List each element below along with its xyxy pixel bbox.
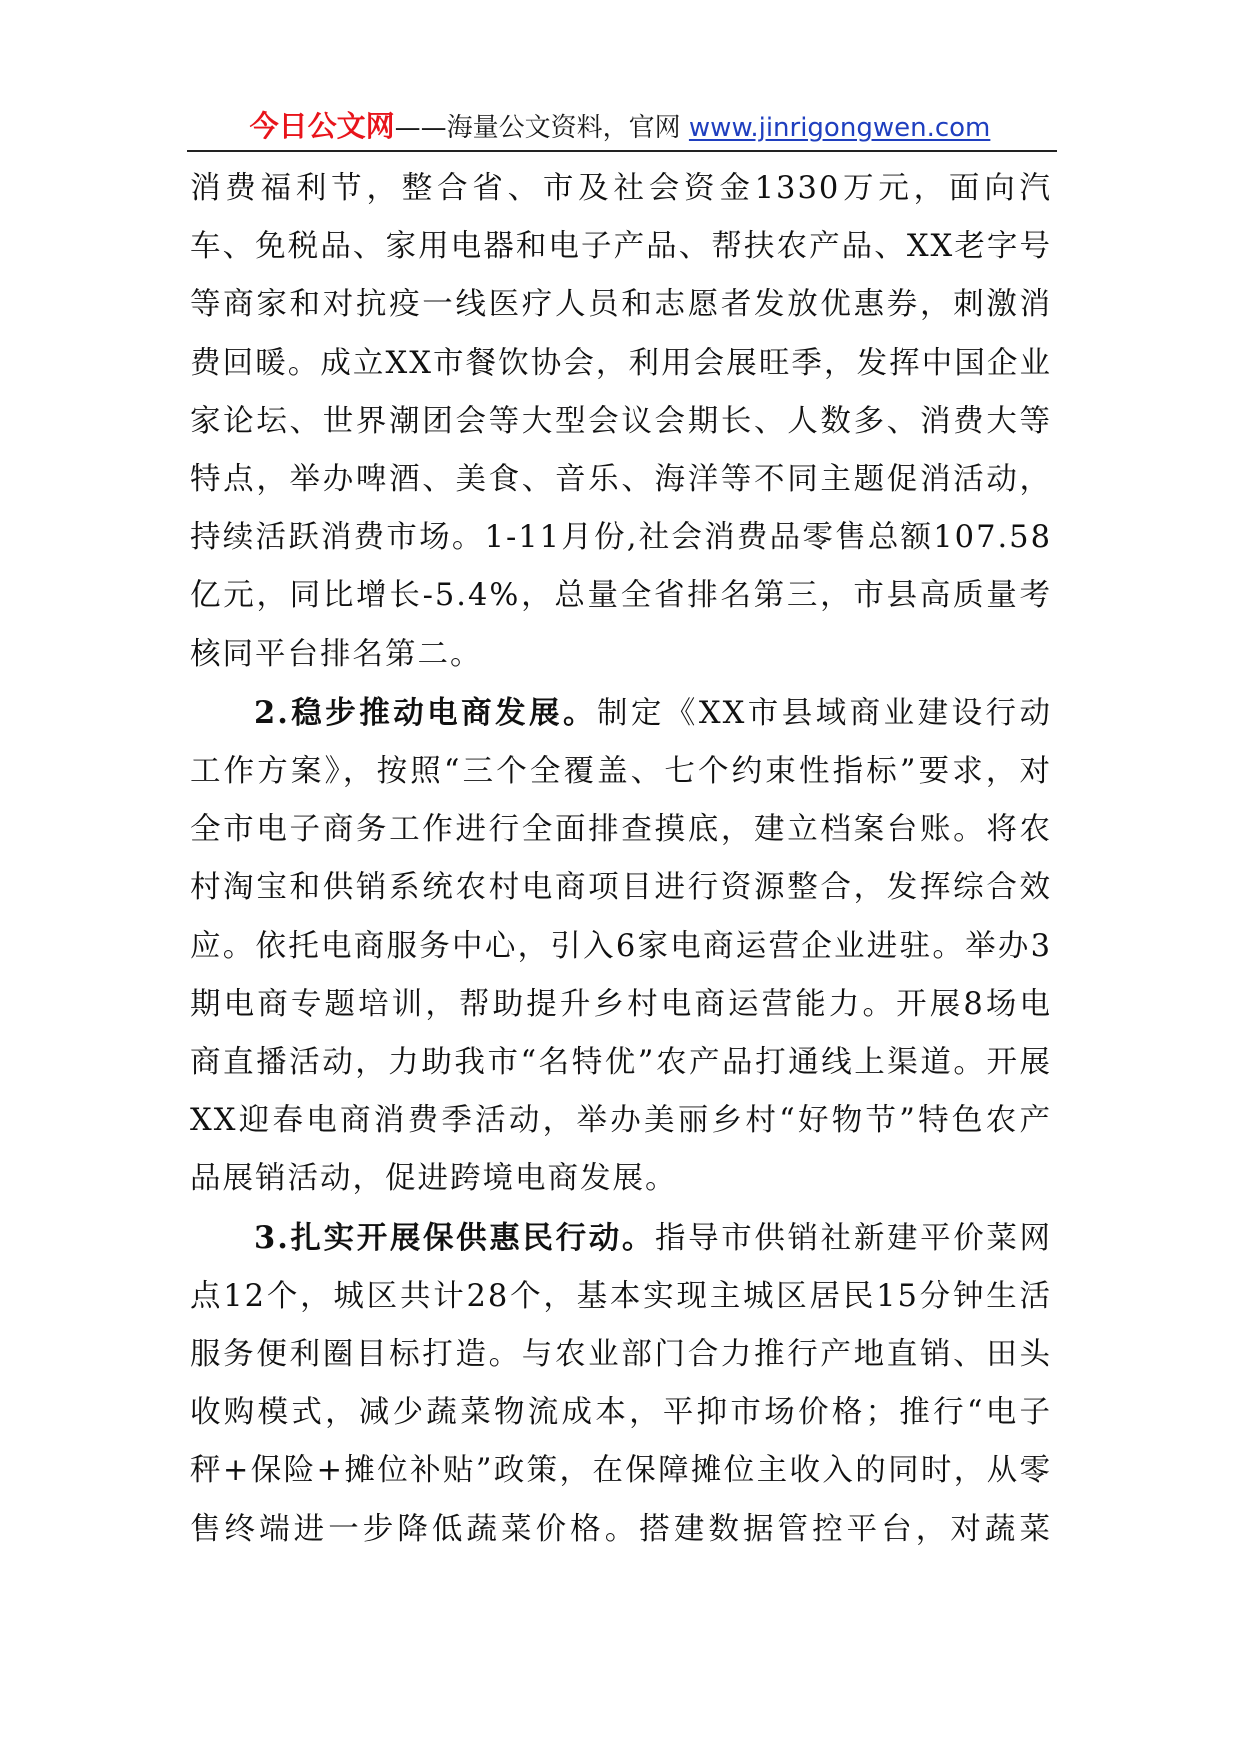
paragraph-supply (190, 1209, 1052, 1559)
section-heading-supply: 3.扎实开展保供惠民行动。 (254, 1219, 655, 1256)
paragraph-text: 指导市供销社新建平价菜网点12个，城区共计28个，基本实现主城区居民15分钟生活服务便利圈目标打造。与农业部门合力推行产地直销、田头收购模式，减少蔬菜物流成本，平抑市场价格；推行“电子秤+保险+摊位补贴”政策，在保障摊位主收入的同时，从零售终端进一步降低蔬菜价格。搭建数据管控平台，对蔬菜 (190, 1220, 1053, 1547)
paragraph-ecommerce (190, 684, 1052, 1209)
site-tagline: ——海量公文资料，官网 (394, 113, 689, 143)
paragraph-text: 消费福利节，整合省、市及社会资金1330万元，面向汽车、免税品、家用电器和电子产品、帮扶农产品、XX老字号等商家和对抗疫一线医疗人员和志愿者发放优惠券，刺激消费回暖。成立XX市餐饮协会，利用会展旺季，发挥中国企业家论坛、世界潮团会等大型会议会期长、人数多、消费大等特点，举办啤酒、美食、音乐、海洋等不同主题促消活动，持续活跃消费市场。1-11月份,社会消费品零售总额107.58亿元，同比增长-5.4%，总量全省排名第三，市县高质量考核同平台排名第二。 (190, 171, 1052, 672)
paragraph-text: 制定《XX市县域商业建设行动工作方案》，按照“三个全覆盖、七个约束性指标”要求，对全市电子商务工作进行全面排查摸底，建立档案台账。将农村淘宝和供销系统农村电商项目进行资源整合，发挥综合效应。依托电商服务中心，引入6家电商运营企业进驻。举办3期电商专题培训，帮助提升乡村电商运营能力。开展8场电商直播活动，力助我市“名特优”农产品打通线上渠道。开展XX迎春电商消费季活动，举办美丽乡村“好物节”特色农产品展销活动，促进跨境电商发展。 (190, 695, 1052, 1197)
section-heading-ecommerce: 2.稳步推动电商发展。 (254, 694, 597, 731)
site-header (0, 104, 1240, 150)
header-divider (187, 150, 1057, 152)
paragraph-consumption (190, 160, 1052, 684)
site-url-link[interactable]: www.jinrigongwen.com (688, 113, 991, 143)
site-brand: 今日公文网 (249, 109, 395, 143)
document-body (190, 160, 1052, 1559)
